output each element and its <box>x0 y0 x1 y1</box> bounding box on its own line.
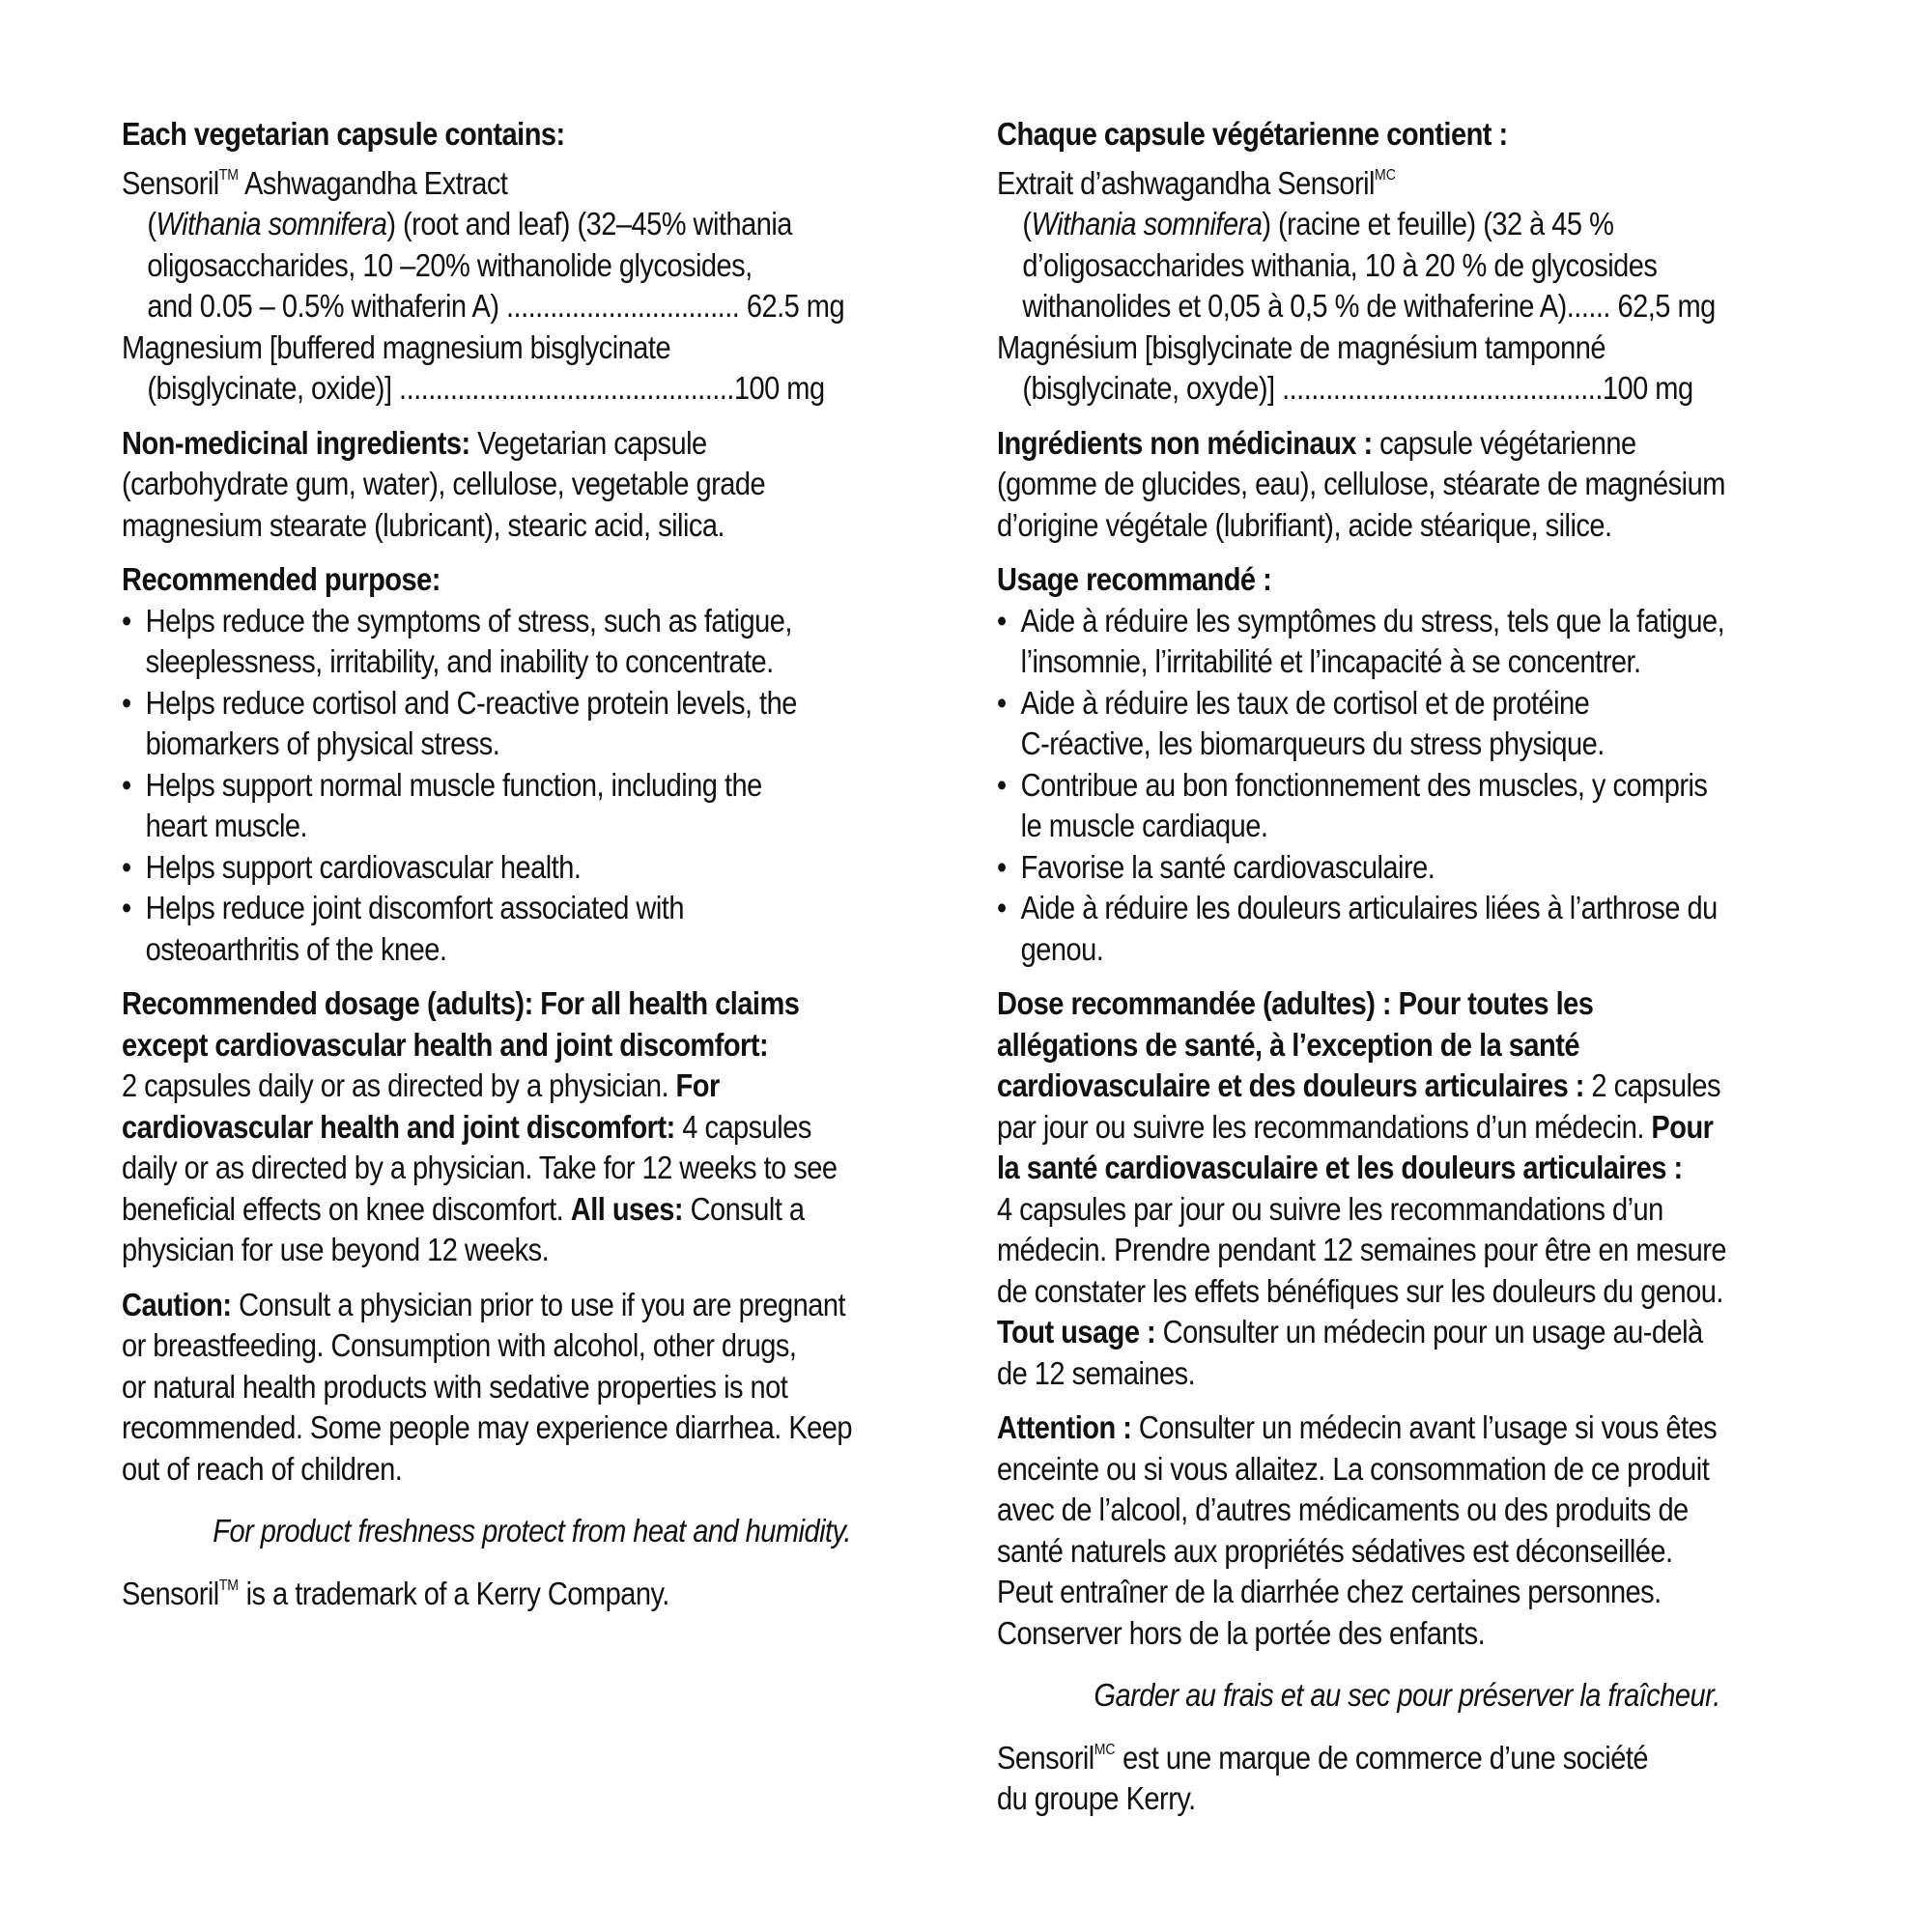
nonmedicinal-ingredients: Ingrédients non médicinaux : capsule végétarienne <box>997 424 1636 461</box>
dosage-text: physician for use beyond 12 weeks. <box>122 1232 550 1267</box>
nonmedicinal-text: magnesium stearate (lubricant), stearic acid, silica. <box>122 506 725 543</box>
trademark-note: du groupe Kerry. <box>997 1780 1196 1816</box>
caution-text: or breastfeeding. Consumption with alcohol, other drugs, <box>122 1327 797 1363</box>
dosage-text: cardiovascular health and joint discomfort: 4 capsules <box>122 1108 811 1145</box>
trademark-note: Sensoril™ is a trademark of a Kerry Company. <box>122 1575 669 1611</box>
nonmedicinal-text: (carbohydrate gum, water), cellulose, vegetable grade <box>122 466 766 501</box>
ingredient-amount: 100 mg <box>1602 370 1693 406</box>
ingredient-magnesium-amount-line: (bisglycinate, oxyde)] ............................................100 mg <box>1022 370 1693 406</box>
ingredient-sensoril-name: Extrait d’ashwagandha Sensoril$^{MC}$ <box>997 164 1396 201</box>
dosage-text: 4 capsules par jour ou suivre les recommandations d’un <box>997 1190 1663 1227</box>
freshness-note: Garder au frais et au sec pour préserver la fraîcheur. <box>1094 1677 1720 1713</box>
nonmedicinal-text: d’origine végétale (lubrifiant), acide stéarique, silice. <box>997 506 1612 543</box>
ingredient-amount: 100 mg <box>733 370 825 406</box>
trademark-mark: TM <box>218 166 240 184</box>
ingredient-sensoril-name: Sensoril™ Ashwagandha Extract <box>122 164 508 201</box>
ingredient-amount: 62,5 mg <box>1617 288 1716 324</box>
list-item: • Favorise la santé cardiovasculaire. <box>997 848 1435 885</box>
dosage-text: beneficial effects on knee discomfort. All uses: Consult a <box>122 1190 805 1227</box>
dosage-text: 2 capsules daily or as directed by a physician. For <box>122 1067 720 1103</box>
caution-text: or natural health products with sedative properties is not <box>122 1368 788 1405</box>
purpose-heading: Usage recommandé : <box>997 561 1272 597</box>
ingredient-magnesium-amount-line: (bisglycinate, oxide)] ..............................................100 mg <box>147 370 825 406</box>
dosage-text: de constater les effets bénéfiques sur les douleurs du genou. <box>997 1272 1723 1309</box>
dosage-text: de 12 semaines. <box>997 1354 1196 1391</box>
ingredient-amount: 62.5 mg <box>746 288 845 324</box>
caution-text: santé naturels aux propriétés sédatives est déconseillée. <box>997 1532 1673 1569</box>
ingredient-sensoril-detail: oligosaccharides, 10 –20% withanolide glycosides, <box>147 246 753 283</box>
caution-text: Peut entraîner de la diarrhée chez certaines personnes. <box>997 1574 1662 1609</box>
ingredient-sensoril-amount-line: withanolides et 0,05 à 0,5 % de withaferine A)...... 62,5 mg <box>1022 288 1716 324</box>
dosage-text: par jour ou suivre les recommandations d’un médecin. Pour <box>997 1108 1714 1145</box>
ingredient-magnesium-name: Magnesium [buffered magnesium bisglycinate <box>122 328 671 365</box>
caution-text: Attention : Consulter un médecin avant l’usage si vous êtes <box>997 1409 1718 1445</box>
french-column <box>997 114 1817 1820</box>
caution-text: out of reach of children. <box>122 1450 403 1487</box>
contains-heading: Each vegetarian capsule contains: <box>122 116 565 152</box>
list-item: • Helps support cardiovascular health. <box>122 848 582 885</box>
dosage-text: médecin. Prendre pendant 12 semaines pour être en mesure <box>997 1232 1726 1267</box>
ingredient-sensoril-amount-line: and 0.05 – 0.5% withaferin A) ................................ 62.5 mg <box>147 288 845 324</box>
list-item: • Aide à réduire les symptômes du stress, tels que la fatigue, l’insomnie, l’irritabilité et l’incapacité à se concentrer. <box>997 602 1725 679</box>
list-item: • Helps reduce cortisol and C-reactive protein levels, the biomarkers of physical stress. <box>122 684 797 761</box>
nonmedicinal-ingredients: Non-medicinal ingredients: Vegetarian capsule <box>122 424 707 461</box>
dosage-heading: except cardiovascular health and joint discomfort: <box>122 1026 769 1063</box>
list-item: • Helps reduce joint discomfort associated with osteoarthritis of the knee. <box>122 890 684 967</box>
list-item: • Helps reduce the symptoms of stress, such as fatigue, sleeplessness, irritability, and inability to concentrate. <box>122 602 792 679</box>
caution-text: Conserver hors de la portée des enfants. <box>997 1614 1486 1651</box>
list-item: • Aide à réduire les douleurs articulaires liées à l’arthrose du genou. <box>997 890 1718 967</box>
purpose-heading: Recommended purpose: <box>122 561 440 597</box>
english-column <box>122 114 942 1614</box>
dosage-heading: Recommended dosage (adults): For all health claims <box>122 985 800 1021</box>
dosage-text: Tout usage : Consulter un médecin pour un usage au-delà <box>997 1314 1703 1350</box>
contains-heading: Chaque capsule végétarienne contient : <box>997 116 1508 152</box>
dosage-heading: Dose recommandée (adultes) : Pour toutes les <box>997 985 1594 1021</box>
ingredient-sensoril-detail: (Withania somnifera) (racine et feuille) (32 à 45 % <box>1022 206 1614 242</box>
caution-text: recommended. Some people may experience diarrhea. Keep <box>122 1409 853 1445</box>
trademark-note: Sensoril$^{MC}$ est une marque de commerce d’une société <box>997 1739 1649 1776</box>
dosage-text: cardiovasculaire et des douleurs articulaires : 2 capsules <box>997 1067 1720 1103</box>
list-item: • Contribue au bon fonctionnement des muscles, y compris le muscle cardiaque. <box>997 766 1708 843</box>
list-item: • Helps support normal muscle function, including the heart muscle. <box>122 766 762 843</box>
dosage-heading: allégations de santé, à l’exception de la santé <box>997 1026 1579 1063</box>
list-item: • Aide à réduire les taux de cortisol et de protéine C-réactive, les biomarqueurs du stress physique. <box>997 684 1605 761</box>
nonmedicinal-text: (gomme de glucides, eau), cellulose, stéarate de magnésium <box>997 466 1725 501</box>
ingredient-sensoril-detail: d’oligosaccharides withania, 10 à 20 % de glycosides <box>1022 246 1658 283</box>
ingredient-sensoril-detail: (Withania somnifera) (root and leaf) (32–45% withania <box>147 206 792 242</box>
dosage-text: la santé cardiovasculaire et les douleurs articulaires : <box>997 1150 1683 1185</box>
caution-text: Caution: Consult a physician prior to use if you are pregnant <box>122 1286 846 1322</box>
caution-text: avec de l’alcool, d’autres médicaments ou des produits de <box>997 1492 1689 1527</box>
ingredient-magnesium-name: Magnésium [bisglycinate de magnésium tamponné <box>997 328 1605 365</box>
freshness-note: For product freshness protect from heat and humidity. <box>213 1513 851 1548</box>
trademark-mark: MC <box>1374 166 1396 184</box>
dosage-text: daily or as directed by a physician. Take for 12 weeks to see <box>122 1150 838 1185</box>
caution-text: enceinte ou si vous allaitez. La consommation de ce produit <box>997 1450 1710 1487</box>
